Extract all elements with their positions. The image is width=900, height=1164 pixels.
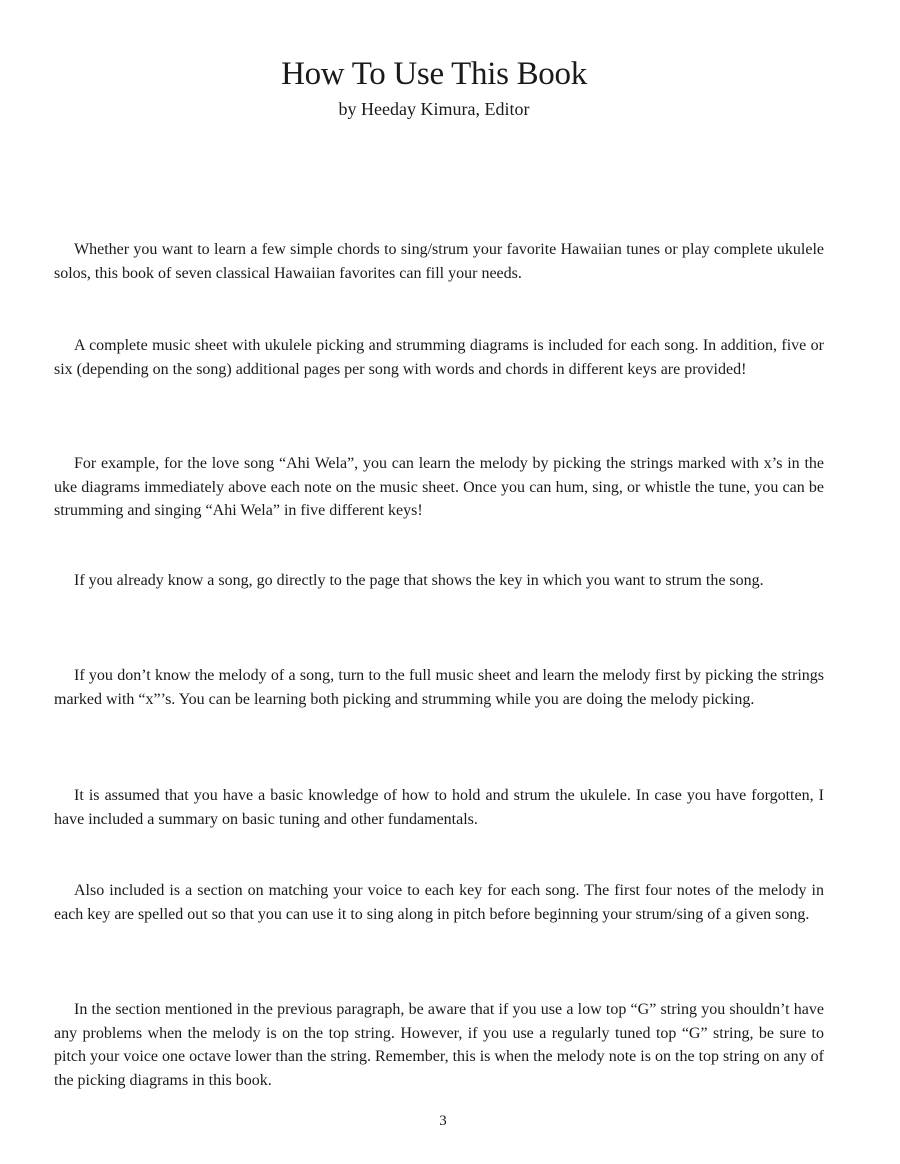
- paragraph-8: In the section mentioned in the previous paragraph, be aware that if you use a low top “G” string you shouldn’t have any problems when the melody is on the top string. However, if you use a regularly tuned top “G” string, be sure to pitch your voice one octave lower than the string. Remember, this is when the melody note is on the top string on any of the picking diagrams in this book.: [54, 1001, 824, 1089]
- paragraph-7: Also included is a section on matching your voice to each key for each song. The first four notes of the melody in each key are spelled out so that you can use it to sing along in pitch before beginning your strum/sing of a given song.: [54, 882, 824, 923]
- page-number: 3: [439, 1113, 447, 1129]
- paragraph-5: If you don’t know the melody of a song, turn to the full music sheet and learn the melody first by picking the strings marked with “x”’s. You can be learning both picking and strumming while you are doing the melody picking.: [54, 667, 824, 708]
- paragraph-6: It is assumed that you have a basic knowledge of how to hold and strum the ukulele. In case you have forgotten, I have included a summary on basic tuning and other fundamentals.: [54, 787, 824, 828]
- paragraph-2: A complete music sheet with ukulele picking and strumming diagrams is included for each song. In addition, five or six (depending on the song) additional pages per song with words and chords in different keys are provided!: [54, 337, 824, 378]
- paragraph-4: If you already know a song, go directly to the page that shows the key in which you want to strum the song.: [74, 572, 764, 589]
- page-title: How To Use This Book: [281, 56, 587, 92]
- paragraph-3: For example, for the love song “Ahi Wela”, you can learn the melody by picking the strings marked with x’s in the uke diagrams immediately above each note on the music sheet. Once you can hum, sing, or whistle the tune, you can be strumming and singing “Ahi Wela” in five different keys!: [54, 455, 824, 519]
- paragraph-1: Whether you want to learn a few simple chords to sing/strum your favorite Hawaiian tunes or play complete ukulele solos, this book of seven classical Hawaiian favorites can fill your needs.: [54, 241, 824, 282]
- byline: by Heeday Kimura, Editor: [338, 99, 530, 119]
